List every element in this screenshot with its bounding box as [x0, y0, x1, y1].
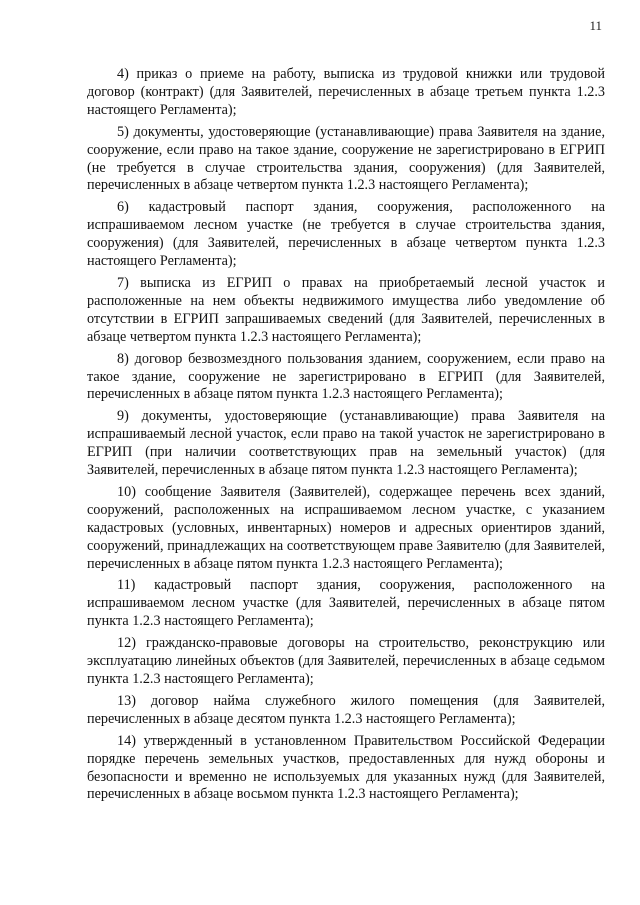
list-item-6: 6) кадастровый паспорт здания, сооружения, расположенного на испрашиваемом лесном участке (не требуется в случае строительства здания, сооружения) (для Заявителей, перечисленных в абзаце четвертом пункта 1.2.3 настоящего Регламента);: [87, 199, 605, 270]
list-item-4: 4) приказ о приеме на работу, выписка из трудовой книжки или трудовой договор (контракт) (для Заявителей, перечисленных в абзаце третьем пункта 1.2.3 настоящего Регламента);: [87, 66, 605, 118]
list-item-10: 10) сообщение Заявителя (Заявителей), содержащее перечень всех зданий, сооружений, расположенных на испрашиваемом лесном участке, с указанием кадастровых (условных, инвентарных) номеров и адресных ориентиров зданий, сооружений, принадлежащих на соответствующем праве Заявителю (для Заявителей, перечисленных в абзаце пятом пункта 1.2.3 настоящего Регламента);: [87, 483, 605, 572]
list-item-14: 14) утвержденный в установленном Правительством Российской Федерации порядке перечень земельных участков, предоставленных для нужд обороны и безопасности и временно не используемых для указанных нужд (для Заявителей, перечисленных в абзаце восьмом пункта 1.2.3 настоящего Регламента);: [87, 732, 605, 803]
list-item-12: 12) гражданско-правовые договоры на строительство, реконструкцию или эксплуатацию линейных объектов (для Заявителей, перечисленных в абзаце седьмом пункта 1.2.3 настоящего Регламента);: [87, 635, 605, 687]
list-item-8: 8) договор безвозмездного пользования зданием, сооружением, если право на такое здание, сооружение не зарегистрировано в ЕГРИП (для Заявителей, перечисленных в абзаце пятом пункта 1.2.3 настоящего Регламента);: [87, 350, 605, 403]
list-item-13: 13) договор найма служебного жилого помещения (для Заявителей, перечисленных в абзаце десятом пункта 1.2.3 настоящего Регламента);: [87, 692, 605, 727]
list-item-7: 7) выписка из ЕГРИП о правах на приобретаемый лесной участок и расположенные на нем объекты недвижимого имущества либо уведомление об отсутствии в ЕГРИП запрашиваемых сведений (для Заявителей, перечисленных в абзаце четвертом пункта 1.2.3 настоящего Регламента);: [87, 274, 605, 345]
page-number: 11: [589, 18, 602, 33]
list-item-9: 9) документы, удостоверяющие (устанавливающие) права Заявителя на испрашиваемый лесной участок, если право на такой участок не зарегистрировано в ЕГРИП (при наличии соответствующих прав на земельный участок) (для Заявителей, перечисленных в абзаце пятом пункта 1.2.3 настоящего Регламента);: [87, 408, 605, 479]
list-item-11: 11) кадастровый паспорт здания, сооружения, расположенного на испрашиваемом лесном участке (для Заявителей, перечисленных в абзаце пятом пункта 1.2.3 настоящего Регламента);: [87, 577, 605, 630]
document-body: [87, 66, 605, 808]
list-item-5: 5) документы, удостоверяющие (устанавливающие) права Заявителя на здание, сооружение, если право на такое здание, сооружение не зарегистрировано в ЕГРИП (не требуется в случае строительства здания, сооружения) (для Заявителей, перечисленных в абзаце четвертом пункта 1.2.3 настоящего Регламента);: [87, 123, 605, 194]
